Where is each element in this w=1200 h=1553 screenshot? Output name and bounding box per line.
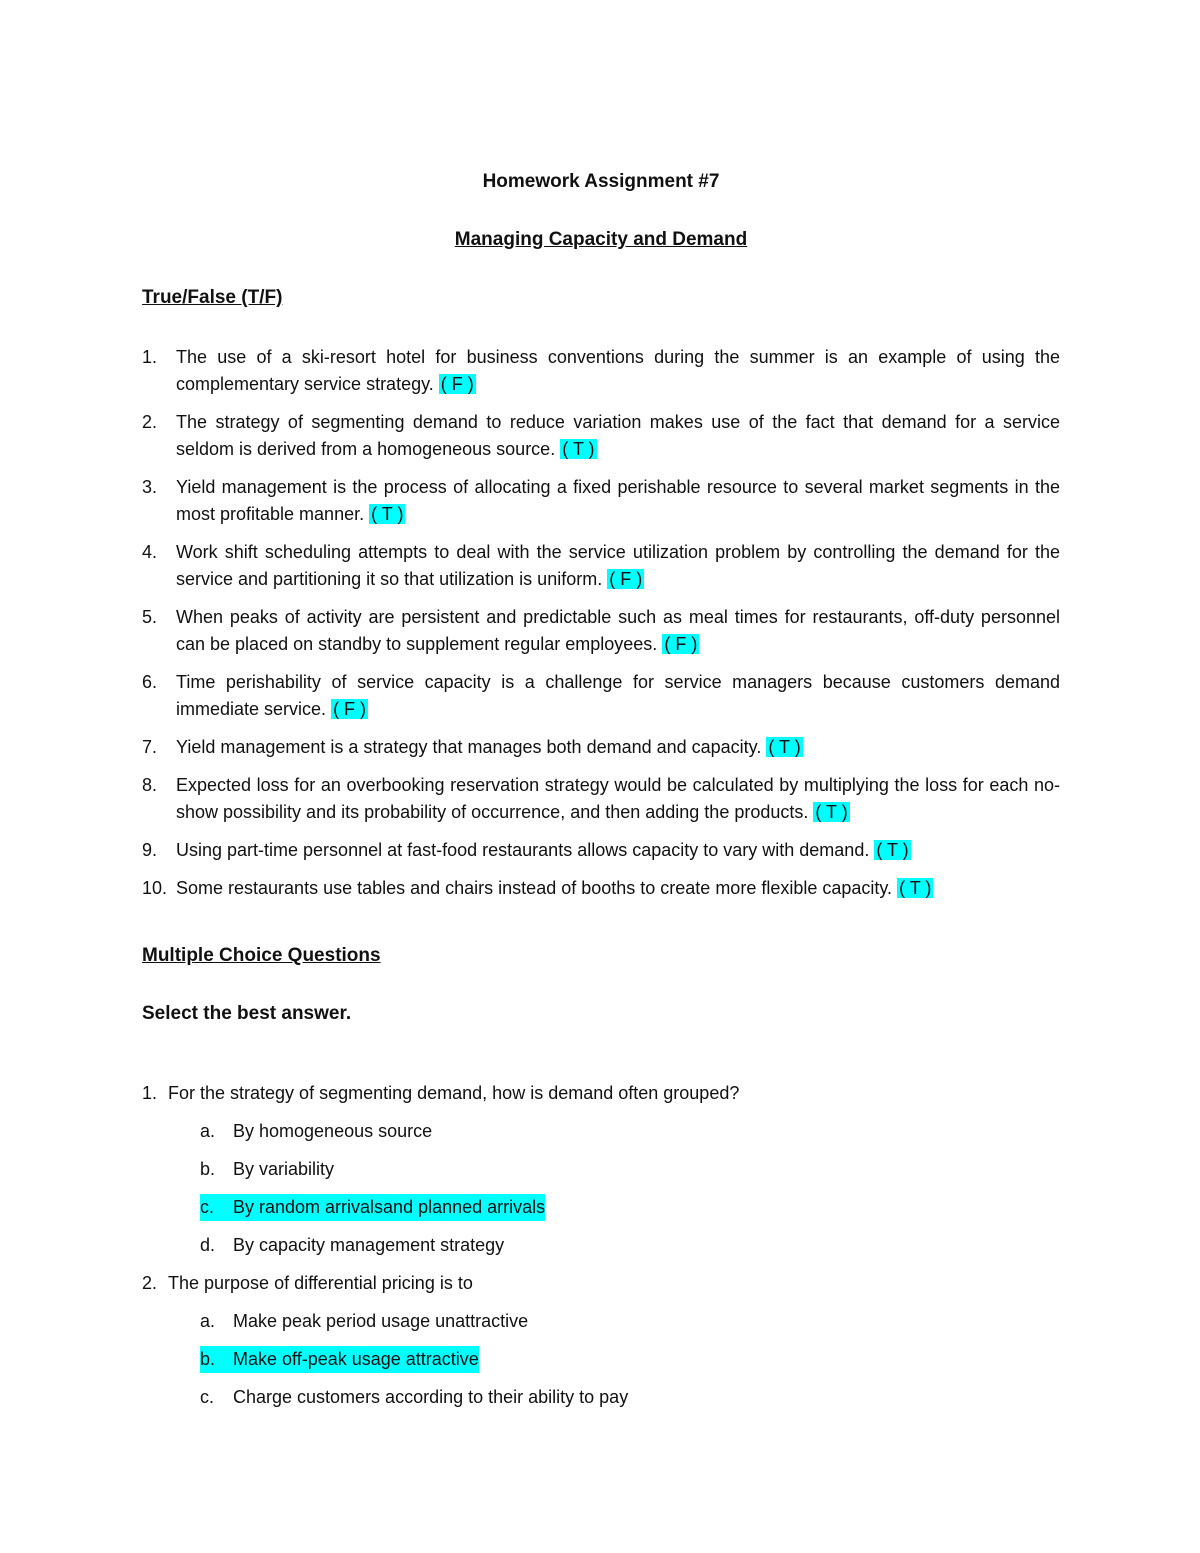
mc-option-letter: b.: [200, 1159, 216, 1179]
tf-answer-highlight: ( T ): [562, 439, 595, 459]
mc-question-row: [142, 1270, 1060, 1297]
mc-option-text: By variability: [233, 1159, 335, 1179]
tf-question-text: Work shift scheduling attempts to deal with the service utilization problem by controlling the demand for the service and partitioning it so that utilization is uniform.: [176, 542, 1060, 589]
tf-question-1: [142, 344, 1060, 398]
tf-question-2: [142, 409, 1060, 463]
mc-question-2: [142, 1270, 1060, 1411]
tf-answer-highlight: ( F ): [333, 699, 367, 719]
tf-question-3: [142, 474, 1060, 528]
mc-question-row: [142, 1080, 1060, 1107]
mc-option-letter: a.: [200, 1311, 216, 1331]
tf-question-7: [142, 734, 1060, 761]
tf-section-heading: True/False (T/F): [142, 287, 283, 308]
mc-option-list: [142, 1308, 1060, 1411]
mc-option-letter: c.: [200, 1387, 215, 1407]
tf-question-body: [176, 604, 1060, 658]
mc-question-text: The purpose of differential pricing is to: [168, 1273, 473, 1293]
tf-answer-highlight: ( F ): [664, 634, 698, 654]
mc-option-text: By random arrivalsand planned arrivals: [233, 1194, 545, 1221]
mc-option-letter: a.: [200, 1121, 216, 1141]
document-page: [142, 168, 1060, 1422]
mc-option-c: [200, 1384, 1060, 1411]
mc-option-list: [142, 1118, 1060, 1259]
mc-option-text: Make off-peak usage attractive: [233, 1346, 479, 1373]
tf-question-text: Yield management is a strategy that manages both demand and capacity.: [176, 737, 762, 757]
tf-question-body: [176, 409, 1060, 463]
tf-question-8: [142, 772, 1060, 826]
tf-question-5: [142, 604, 1060, 658]
mc-option-a: [200, 1308, 1060, 1335]
tf-question-6: [142, 669, 1060, 723]
tf-question-number: 3.: [142, 477, 158, 497]
mc-option-d: [200, 1232, 1060, 1259]
tf-answer-highlight: ( T ): [899, 878, 932, 898]
tf-question-list: [142, 344, 1060, 902]
tf-question-body: [176, 539, 1060, 593]
mc-question-text: For the strategy of segmenting demand, how is demand often grouped?: [168, 1083, 740, 1103]
tf-question-text: Yield management is the process of allocating a fixed perishable resource to several market segments in the most profitable manner.: [176, 477, 1060, 524]
mc-option-c-answer: [200, 1194, 1060, 1221]
tf-question-9: [142, 837, 1060, 864]
tf-question-text: Some restaurants use tables and chairs instead of booths to create more flexible capacity.: [176, 878, 893, 898]
tf-question-number: 10.: [142, 878, 168, 898]
tf-question-number: 9.: [142, 840, 158, 860]
tf-question-10: [142, 875, 1060, 902]
tf-question-number: 2.: [142, 412, 158, 432]
tf-answer-highlight: ( T ): [768, 737, 801, 757]
mc-option-letter: c.: [200, 1194, 233, 1221]
mc-option-a: [200, 1118, 1060, 1145]
mc-option-letter: d.: [200, 1235, 216, 1255]
tf-question-number: 1.: [142, 347, 158, 367]
mc-question-list: [142, 1080, 1060, 1411]
mc-question-1: [142, 1080, 1060, 1259]
mc-option-letter: b.: [200, 1346, 233, 1373]
tf-question-4: [142, 539, 1060, 593]
mc-option-b: [200, 1156, 1060, 1183]
tf-question-text: The strategy of segmenting demand to reduce variation makes use of the fact that demand for a service seldom is derived from a homogeneous source.: [176, 412, 1060, 459]
mc-option-text: Make peak period usage unattractive: [233, 1311, 529, 1331]
tf-question-body: [176, 734, 1060, 761]
tf-question-body: [176, 344, 1060, 398]
tf-answer-highlight: ( F ): [440, 374, 474, 394]
tf-question-body: [176, 669, 1060, 723]
mc-option-text: By homogeneous source: [233, 1121, 433, 1141]
tf-question-text: When peaks of activity are persistent and predictable such as meal times for restaurants, off-duty personnel can be placed on standby to supplement regular employees.: [176, 607, 1060, 654]
tf-answer-highlight: ( T ): [371, 504, 404, 524]
mc-section-heading: Multiple Choice Questions: [142, 945, 381, 966]
tf-question-body: [176, 837, 1060, 864]
mc-option-text: Charge customers according to their ability to pay: [233, 1387, 629, 1407]
tf-answer-highlight: ( T ): [876, 840, 909, 860]
tf-question-text: Time perishability of service capacity is a challenge for service managers because customers demand immediate service.: [176, 672, 1060, 719]
mc-option-text: By capacity management strategy: [233, 1235, 505, 1255]
tf-question-text: The use of a ski-resort hotel for business conventions during the summer is an example of using the complementary service strategy.: [176, 347, 1060, 394]
tf-question-body: [176, 474, 1060, 528]
mc-question-number: 1.: [142, 1083, 158, 1103]
tf-question-number: 6.: [142, 672, 158, 692]
mc-option-b-answer: [200, 1346, 1060, 1373]
tf-question-number: 5.: [142, 607, 158, 627]
tf-answer-highlight: ( F ): [609, 569, 643, 589]
tf-question-text: Expected loss for an overbooking reservation strategy would be calculated by multiplying the loss for each no-show possibility and its probability of occurrence, and then adding the products.: [176, 775, 1060, 822]
tf-answer-highlight: ( T ): [815, 802, 848, 822]
tf-question-text: Using part-time personnel at fast-food restaurants allows capacity to vary with demand.: [176, 840, 870, 860]
document-subtitle: Managing Capacity and Demand: [454, 229, 748, 250]
tf-question-number: 7.: [142, 737, 158, 757]
tf-question-body: [176, 875, 1060, 902]
mc-question-number: 2.: [142, 1273, 158, 1293]
mc-instruction: Select the best answer.: [142, 1003, 352, 1024]
tf-question-body: [176, 772, 1060, 826]
document-title: Homework Assignment #7: [482, 171, 720, 192]
tf-question-number: 8.: [142, 775, 158, 795]
tf-question-number: 4.: [142, 542, 158, 562]
